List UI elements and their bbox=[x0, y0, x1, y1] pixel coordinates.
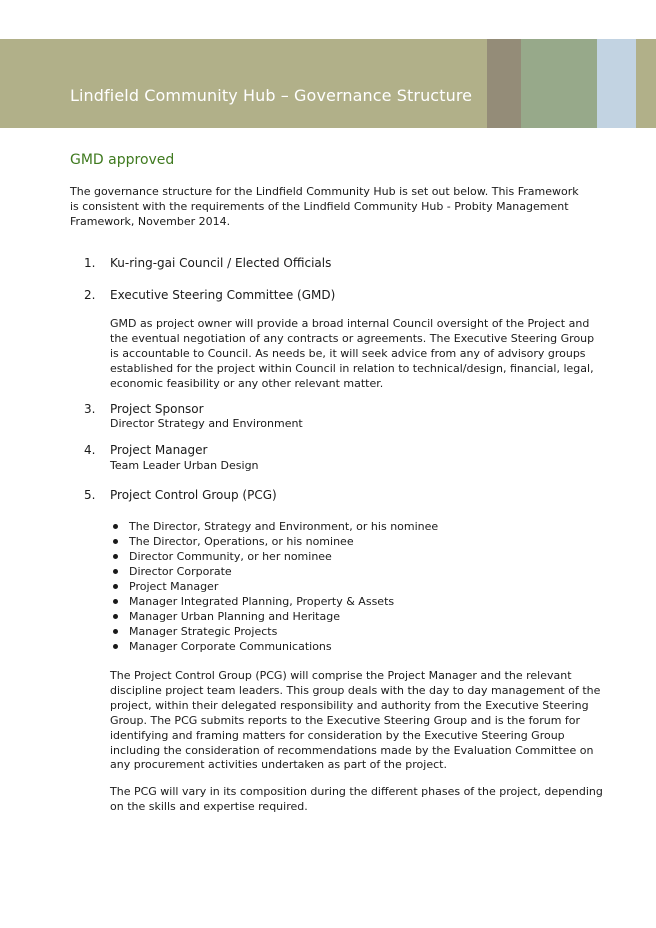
intro-paragraph: The governance structure for the Lindfield Community Hub is set out below. This Framework is consistent with the requirements of the Lindfield Community Hub - Probity Management Framework, November 2014. bbox=[70, 185, 579, 229]
status-heading: GMD approved bbox=[70, 152, 175, 168]
item-title: Ku-ring-gai Council / Elected Officials bbox=[110, 256, 332, 270]
list-item: The Director, Strategy and Environment, or his nominee bbox=[110, 519, 438, 534]
list-item: Director Corporate bbox=[110, 564, 438, 579]
item-subtitle: Team Leader Urban Design bbox=[110, 459, 259, 472]
item-number: 3. bbox=[84, 402, 96, 416]
pcg-composition-note: The PCG will vary in its composition during the different phases of the project, depending on the skills and expertise required. bbox=[110, 785, 603, 813]
bullet-icon bbox=[113, 644, 118, 649]
bullet-icon bbox=[113, 539, 118, 544]
list-item: Manager Urban Planning and Heritage bbox=[110, 609, 438, 624]
item-subtitle: Director Strategy and Environment bbox=[110, 417, 303, 430]
item-title: Executive Steering Committee (GMD) bbox=[110, 288, 336, 302]
pcg-member-list bbox=[110, 519, 438, 654]
list-item: Director Community, or her nominee bbox=[110, 549, 438, 564]
bullet-icon bbox=[113, 614, 118, 619]
item-number: 5. bbox=[84, 488, 96, 502]
bullet-icon bbox=[113, 569, 118, 574]
bullet-icon bbox=[113, 629, 118, 634]
bullet-icon bbox=[113, 524, 118, 529]
bullet-icon bbox=[113, 584, 118, 589]
list-item: Project Manager bbox=[110, 579, 438, 594]
document-title: Lindfield Community Hub – Governance Structure bbox=[70, 86, 473, 105]
header-banner bbox=[0, 39, 656, 128]
item-title: Project Sponsor bbox=[110, 402, 204, 416]
pcg-description: The Project Control Group (PCG) will comprise the Project Manager and the relevant discipline project team leaders. This group deals with the day to day management of the project, within their delegated responsibility and authority from the Executive Steering Group. The PCG submits reports to the Executive Steering Group and is the forum for identifying and framing matters for consideration by the Executive Steering Group including the consideration of recommendations made by the Evaluation Committee on any procurement activities undertaken as part of the project. bbox=[110, 669, 601, 772]
header-color-band bbox=[521, 39, 597, 128]
item-number: 1. bbox=[84, 256, 96, 270]
bullet-icon bbox=[113, 554, 118, 559]
item-title: Project Manager bbox=[110, 443, 208, 457]
item-number: 2. bbox=[84, 288, 96, 302]
list-item: Manager Integrated Planning, Property & Assets bbox=[110, 594, 438, 609]
item-description: GMD as project owner will provide a broad internal Council oversight of the Project and the eventual negotiation of any contracts or agreements. The Executive Steering Group is accountable to Council. As needs be, it will seek advice from any of advisory groups established for the project within Council in relation to technical/design, financial, legal, economic feasibility or any other relevant matter. bbox=[110, 317, 595, 390]
bullet-icon bbox=[113, 599, 118, 604]
header-color-band bbox=[636, 39, 656, 128]
header-color-band bbox=[487, 39, 521, 128]
item-title: Project Control Group (PCG) bbox=[110, 488, 277, 502]
header-color-band bbox=[597, 39, 636, 128]
item-number: 4. bbox=[84, 443, 96, 457]
list-item: The Director, Operations, or his nominee bbox=[110, 534, 438, 549]
list-item: Manager Corporate Communications bbox=[110, 639, 438, 654]
list-item: Manager Strategic Projects bbox=[110, 624, 438, 639]
